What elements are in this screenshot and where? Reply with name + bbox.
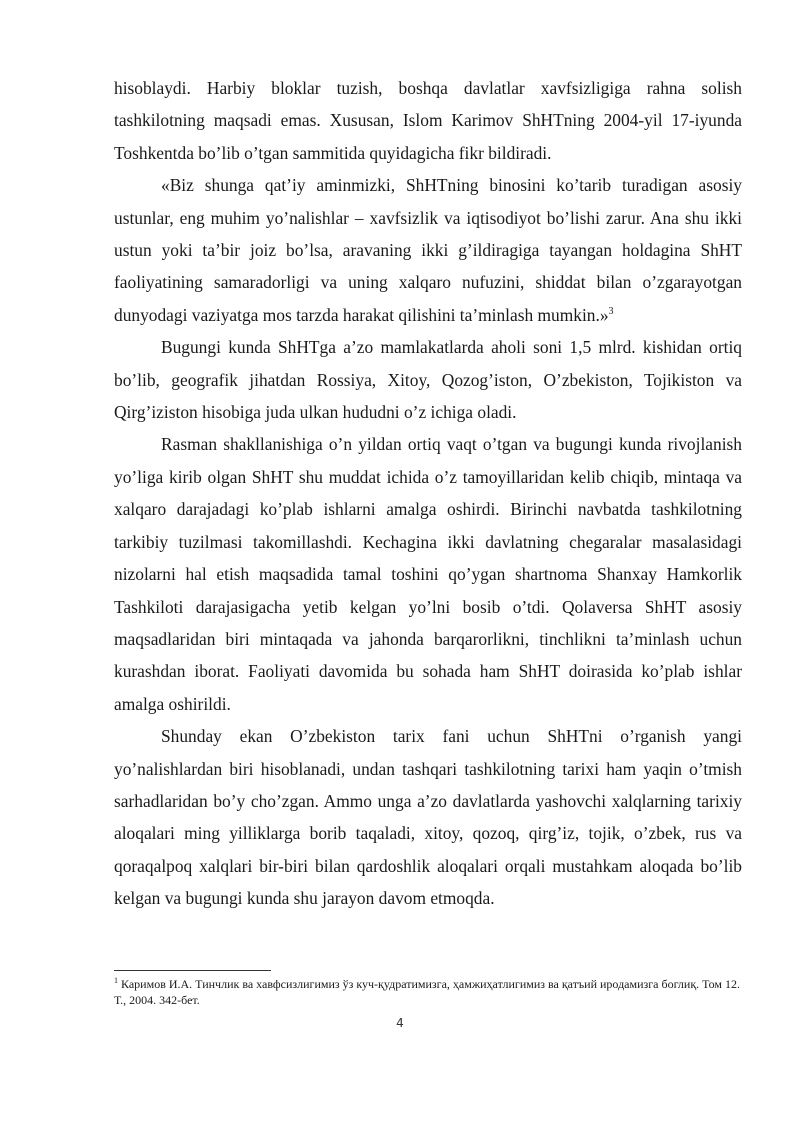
paragraph-conclusion: Shunday ekan O’zbekiston tarix fani uchun ShHTni o’rganish yangi yo’nalishlardan biri hisoblanadi, undan tashqari tashkilotning tarixi ham yaqin o’tmish sarhadlaridan bo’y cho’zgan. Ammo unga a’zo davlatlarda yashovchi xalqlarning tarixiy aloqalari ming yilliklarga borib taqaladi, xitoy, qozoq, qirg’iz, tojik, o’zbek, rus va qoraqalpoq xalqlari bir-biri bilan qardoshlik aloqalari orqali mustahkam aloqada bo’lib kelgan va bugungi kunda shu jarayon davom etmoqda.	[114, 726, 742, 909]
document-body	[114, 72, 742, 915]
footnote-marker: 1	[114, 976, 118, 985]
footnote-text: Каримов И.А. Тинчлик ва хавфсизлигимиз ўз куч-қудратимизга, ҳамжиҳатлигимиз ва қатъий иродамизга боглиқ. Том 12. Т., 2004. 342-бет.	[114, 977, 740, 1007]
paragraph-quote	[114, 169, 742, 331]
paragraph-continuation: hisoblaydi. Harbiy bloklar tuzish, boshqa davlatlar xavfsizligiga rahna solish tashkilotning maqsadi emas. Xususan, Islom Karimov ShHTning 2004-yil 17-iyunda Toshkentda bo’lib o’tgan sammitida quyidagicha fikr bildiradi.	[114, 78, 742, 163]
footnote-divider	[114, 970, 271, 971]
paragraph-history: Rasman shakllanishiga o’n yildan ortiq vaqt o’tgan va bugungi kunda rivojlanish yo’liga kirib olgan ShHT shu muddat ichida o’z tamoyillaridan kelib chiqib, mintaqa va xalqaro darajadagi ko’plab ishlarni amalga oshirdi. Birinchi navbatda tashkilotning tarkibiy tuzilmasi takomillashdi. Kechagina ikki davlatning chegaralar masalasidagi nizolarni hal etish maqsadida tamal toshini qo’ygan shartnoma Shanxay Hamkorlik Tashkiloti darajasigacha yetib kelgan yo’lni bosib o’tdi. Qolaversa ShHT asosiy maqsadlaridan biri mintaqada va jahonda barqarorlikni, tinchlikni ta’minlash uchun kurashdan iborat. Faoliyati davomida bu sohada ham ShHT doirasida ko’plab ishlar amalga oshirildi.	[114, 434, 742, 714]
page-number: 4	[396, 1016, 404, 1030]
paragraph-population: Bugungi kunda ShHTga a’zo mamlakatlarda aholi soni 1,5 mlrd. kishidan ortiq bo’lib, geografik jihatdan Rossiya, Xitoy, Qozog’iston, O’zbekiston, Tojikiston va Qirg’iziston hisobiga juda ulkan hududni o’z ichiga oladi.	[114, 337, 742, 423]
footnote-reference[interactable]: 3	[608, 306, 614, 318]
footnote	[114, 976, 742, 1008]
quote-text: «Biz shunga qat’iy aminmizki, ShHTning binosini ko’tarib turadigan asosiy ustunlar, eng muhim yo’nalishlar – xavfsizlik va iqtisodiyot bo’lishi zarur. Ana shu ikki ustun yoki ta’bir joiz bo’lsa, aravaning ikki g’ildiragiga tayangan holdagina ShHT faoliyatining samaradorligi va uning xalqaro nufuzini, shiddat bilan o’zgarayotgan dunyodagi vaziyatga mos tarzda harakat qilishini ta’minlash mumkin.»	[114, 175, 742, 325]
